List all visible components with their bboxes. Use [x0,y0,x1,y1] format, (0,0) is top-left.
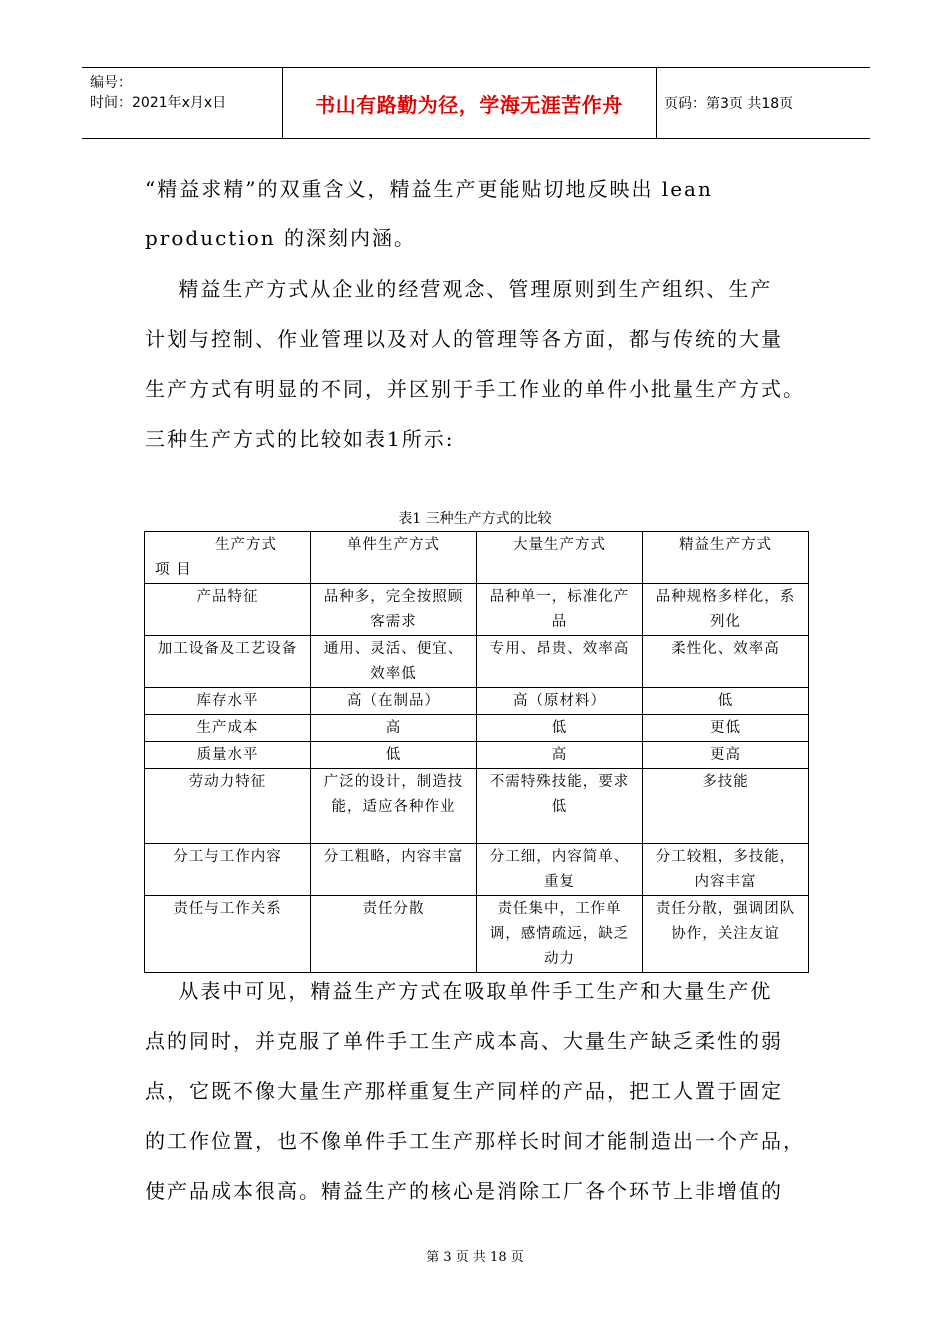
table-row [145,688,809,715]
header-motto: 书山有路勤为径，学海无涯苦作舟 [282,68,657,138]
page-footer: 第 3 页 共 18 页 [426,1250,524,1265]
table-caption: 表1 三种生产方式的比较 [398,511,552,527]
paragraph-line: 三种生产方式的比较如表1所示: [145,427,455,451]
table-corner-cell [145,532,311,584]
row-label: 分工与工作内容 [145,844,311,896]
table-cell: 通用、灵活、便宜、效率低 [311,636,477,688]
table-cell: 低 [311,742,477,769]
row-label: 责任与工作关系 [145,896,311,973]
table-cell: 责任分散 [311,896,477,973]
paragraph-line: 精益生产方式从企业的经营观念、管理原则到生产组织、生产 [145,277,773,301]
table-header-row [145,532,809,584]
paragraph-line: 使产品成本很高。精益生产的核心是消除工厂各个环节上非增值的 [145,1179,783,1203]
paragraph-line: 生产方式有明显的不同，并区别于手工作业的单件小批量生产方式。 [145,377,805,401]
table-cell: 更高 [643,742,809,769]
table-row [145,769,809,844]
table-cell: 不需特殊技能，要求低 [477,769,643,844]
column-header: 大量生产方式 [477,532,643,584]
table-cell: 高 [477,742,643,769]
table-cell: 分工粗略，内容丰富 [311,844,477,896]
column-header: 单件生产方式 [311,532,477,584]
paragraph-line: 点的同时，并克服了单件手工生产成本高、大量生产缺乏柔性的弱 [145,1029,783,1053]
table-cell: 柔性化、效率高 [643,636,809,688]
table-cell: 广泛的设计，制造技能，适应各种作业 [311,769,477,844]
row-label: 质量水平 [145,742,311,769]
table-cell: 责任分散，强调团队协作，关注友谊 [643,896,809,973]
table-cell: 品种规格多样化，系列化 [643,584,809,636]
table-cell: 高（原材料） [477,688,643,715]
table-row [145,715,809,742]
row-label: 生产成本 [145,715,311,742]
table-cell: 分工较粗，多技能，内容丰富 [643,844,809,896]
table-cell: 低 [477,715,643,742]
table-cell: 高（在制品） [311,688,477,715]
row-label: 库存水平 [145,688,311,715]
corner-bottom-label: 项 目 [155,562,192,578]
table-row [145,896,809,973]
row-label: 加工设备及工艺设备 [145,636,311,688]
table-cell: 低 [643,688,809,715]
comparison-table [144,531,809,973]
header-meta [82,68,283,138]
header-page-info: 页码：第3页 共18页 [664,96,794,112]
table-row [145,742,809,769]
row-label: 产品特征 [145,584,311,636]
row-label: 劳动力特征 [145,769,311,844]
paragraph-line: “精益求精”的双重含义，精益生产更能贴切地反映出 lean [145,177,713,201]
page-header [82,67,870,139]
table-row [145,844,809,896]
table-cell: 责任集中，工作单调，感情疏远，缺乏动力 [477,896,643,973]
paragraph-line: 计划与控制、作业管理以及对人的管理等各方面，都与传统的大量 [145,327,783,351]
paragraph-line: 的工作位置，也不像单件手工生产那样长时间才能制造出一个产品， [145,1129,805,1153]
table-cell: 品种多，完全按照顾客需求 [311,584,477,636]
paragraph-line: 点，它既不像大量生产那样重复生产同样的产品，把工人置于固定 [145,1079,783,1103]
table-cell: 分工细，内容简单、重复 [477,844,643,896]
table-row [145,636,809,688]
column-header: 精益生产方式 [643,532,809,584]
paragraph-line: 从表中可见，精益生产方式在吸取单件手工生产和大量生产优 [145,979,773,1003]
table-cell: 品种单一，标准化产品 [477,584,643,636]
document-number-label: 编号： [90,75,132,91]
table-row [145,584,809,636]
table-cell: 高 [311,715,477,742]
document-time-label: 时间：2021年x月x日 [90,95,227,111]
table-cell: 多技能 [643,769,809,844]
table-cell: 专用、昂贵、效率高 [477,636,643,688]
corner-top-label: 生产方式 [215,537,277,553]
paragraph-line: production 的深刻内涵。 [145,226,417,250]
table-cell: 更低 [643,715,809,742]
